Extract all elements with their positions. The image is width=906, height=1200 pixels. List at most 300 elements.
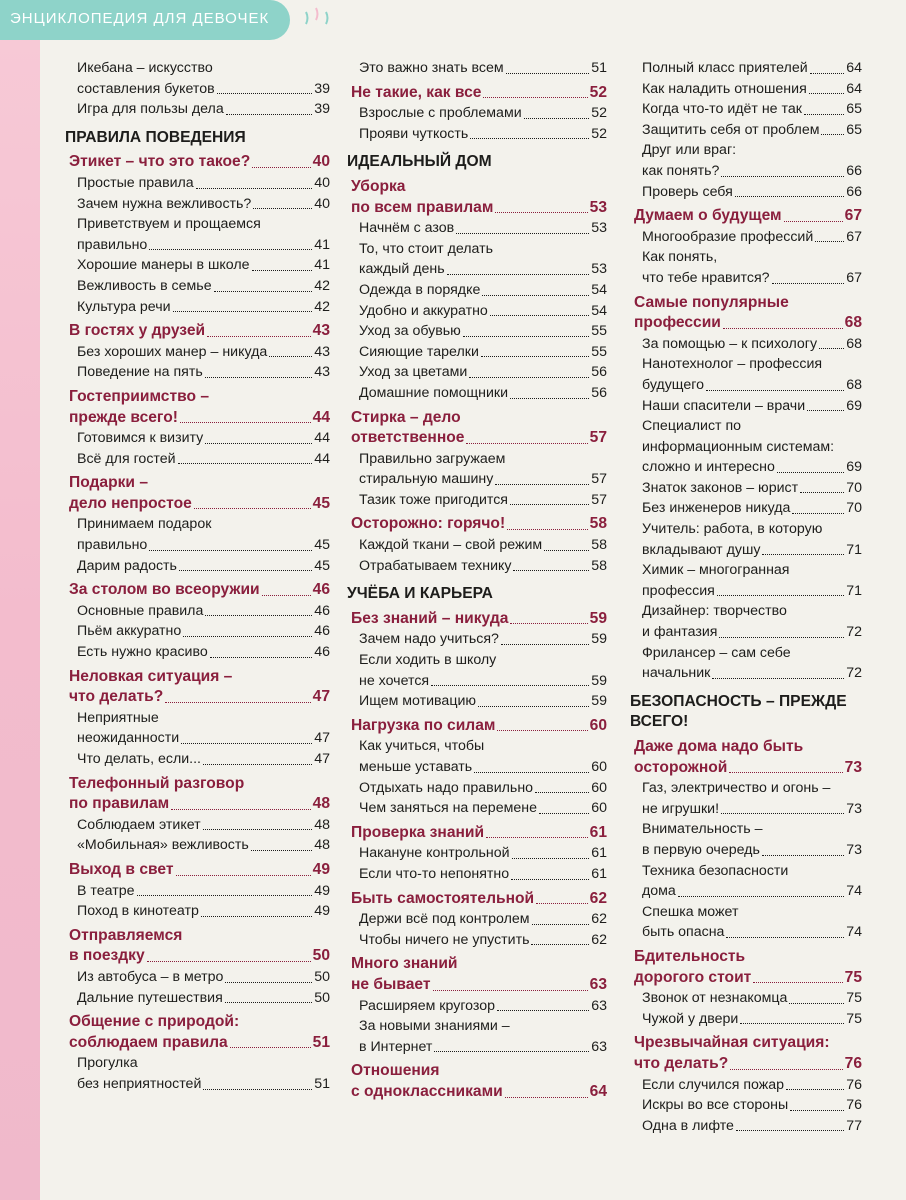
page-number: 74 bbox=[846, 883, 862, 900]
dot-leader bbox=[721, 813, 844, 814]
dot-leader bbox=[807, 410, 844, 411]
dot-leader bbox=[483, 97, 587, 98]
entry-title-line: Многообразие профессий bbox=[642, 228, 814, 245]
entry-title-line: как понять? bbox=[642, 162, 720, 179]
entry-title-line: Когда что-то идёт не так bbox=[642, 101, 802, 118]
entry-title-line: Чрезвычайная ситуация: bbox=[634, 1034, 830, 1052]
entry-title-line: Осторожно: горячо! bbox=[351, 515, 506, 533]
toc-entry bbox=[65, 362, 330, 383]
page-number: 54 bbox=[591, 302, 607, 319]
toc-entry bbox=[65, 881, 330, 902]
page-number: 43 bbox=[314, 364, 330, 381]
entry-title-line: Бдительность bbox=[634, 947, 746, 965]
dot-leader bbox=[678, 896, 844, 897]
entry-title-line: Есть нужно красиво bbox=[77, 644, 208, 661]
page-number: 46 bbox=[314, 644, 330, 661]
dot-leader bbox=[792, 513, 844, 514]
entry-title-line: Ищем мотивацию bbox=[359, 693, 477, 710]
page-number: 71 bbox=[846, 582, 862, 599]
page-number: 43 bbox=[314, 343, 330, 360]
entry-title-line: Полный класс приятелей bbox=[642, 60, 808, 76]
entry-title-line: Накануне контрольной bbox=[359, 845, 510, 862]
dot-leader bbox=[205, 615, 312, 616]
page-number: 50 bbox=[314, 989, 330, 1006]
page-number: 58 bbox=[589, 515, 607, 533]
dot-leader bbox=[201, 916, 312, 917]
dot-leader bbox=[490, 315, 589, 316]
dot-leader bbox=[203, 1089, 312, 1090]
page-number: 68 bbox=[846, 335, 862, 352]
page-number: 47 bbox=[314, 730, 330, 747]
toc-entry bbox=[65, 194, 330, 215]
chapter-entry bbox=[347, 889, 607, 910]
chapter-entry bbox=[65, 667, 330, 708]
page-number: 77 bbox=[846, 1117, 862, 1134]
entry-title-line: не бывает bbox=[351, 975, 431, 993]
dot-leader bbox=[205, 443, 312, 444]
dot-leader bbox=[486, 837, 588, 838]
dot-leader bbox=[804, 114, 844, 115]
page-number: 50 bbox=[314, 968, 330, 985]
dot-leader bbox=[810, 73, 845, 74]
section-heading bbox=[347, 152, 607, 173]
dot-leader bbox=[203, 764, 312, 765]
entry-title-line: Игра для пользы дела bbox=[77, 101, 224, 118]
entry-title-line: Даже дома надо быть bbox=[634, 738, 804, 755]
page-number: 57 bbox=[591, 491, 607, 508]
chapter-entry bbox=[630, 737, 862, 778]
toc-entry bbox=[347, 58, 607, 79]
entry-title-line: Техника безопасности bbox=[642, 862, 789, 879]
header-title: ЭНЦИКЛОПЕДИЯ ДЛЯ ДЕВОЧЕК bbox=[10, 10, 270, 27]
page-number: 74 bbox=[846, 924, 862, 941]
dot-leader bbox=[433, 990, 588, 991]
dot-leader bbox=[777, 472, 844, 473]
toc-entry bbox=[630, 1009, 862, 1030]
page-number: 54 bbox=[591, 281, 607, 298]
dot-leader bbox=[531, 944, 589, 945]
dot-leader bbox=[800, 492, 844, 493]
page-number: 70 bbox=[846, 500, 862, 517]
entry-title-line: меньше уставать bbox=[359, 759, 473, 775]
entry-title-line: Нагрузка по силам bbox=[351, 716, 496, 734]
dot-leader bbox=[510, 398, 589, 399]
entry-title-line: Этикет – что это такое? bbox=[69, 153, 251, 171]
page-number: 56 bbox=[591, 384, 607, 401]
toc-entry bbox=[347, 930, 607, 951]
entry-title-line: Без инженеров никуда bbox=[642, 500, 791, 517]
entry-title-line: Принимаем подарок bbox=[77, 516, 212, 533]
dot-leader bbox=[706, 390, 844, 391]
toc-entry bbox=[630, 120, 862, 141]
entry-title-line: составления букетов bbox=[77, 80, 215, 97]
toc-entry bbox=[630, 227, 862, 248]
page-number: 62 bbox=[589, 889, 607, 907]
entry-title-line: что делать? bbox=[69, 688, 164, 706]
toc-entry bbox=[65, 601, 330, 622]
page-number: 69 bbox=[846, 397, 862, 414]
chapter-entry bbox=[347, 609, 607, 630]
entry-title-line: Правильно загружаем bbox=[359, 450, 506, 467]
entry-title-line: Чем заняться на перемене bbox=[359, 800, 537, 817]
toc-entry bbox=[347, 301, 607, 322]
chapter-entry bbox=[630, 1033, 862, 1074]
page-number: 73 bbox=[846, 800, 862, 817]
page-number: 73 bbox=[844, 758, 862, 776]
entry-title-line: Если что-то непонятно bbox=[359, 865, 510, 882]
toc-column-1 bbox=[65, 58, 330, 1095]
dot-leader bbox=[532, 924, 590, 925]
entry-title-line: Чужой у двери bbox=[642, 1010, 739, 1027]
chapter-entry bbox=[65, 152, 330, 173]
dot-leader bbox=[226, 114, 313, 115]
toc-entry bbox=[630, 778, 862, 819]
dot-leader bbox=[469, 377, 589, 378]
entry-title-line: без неприятностей bbox=[77, 1075, 202, 1092]
entry-title-line: по правилам bbox=[69, 795, 170, 813]
section-heading bbox=[347, 584, 607, 605]
page-number: 76 bbox=[846, 1097, 862, 1114]
entry-title-line: Соблюдаем этикет bbox=[77, 816, 201, 833]
entry-title-line: дома bbox=[642, 883, 676, 900]
dot-leader bbox=[252, 167, 310, 168]
page-number: 39 bbox=[314, 101, 330, 118]
dot-leader bbox=[470, 138, 589, 139]
page-number: 47 bbox=[312, 688, 330, 706]
chapter-entry bbox=[65, 387, 330, 428]
entry-title-line: Спешка может bbox=[642, 903, 739, 920]
toc-entry bbox=[65, 449, 330, 470]
entry-title-line: информационным системам: bbox=[642, 438, 835, 455]
toc-entry bbox=[630, 416, 862, 478]
entry-title-line: Химик – многогранная bbox=[642, 562, 790, 579]
page-number: 49 bbox=[312, 860, 330, 878]
dot-leader bbox=[183, 636, 312, 637]
entry-title-line: не игрушки! bbox=[642, 800, 720, 817]
dot-leader bbox=[821, 134, 844, 135]
toc-entry bbox=[65, 514, 330, 555]
entry-title-line: Искры во все стороны bbox=[642, 1097, 789, 1114]
page-number: 61 bbox=[591, 845, 607, 862]
page-number: 45 bbox=[312, 494, 330, 512]
entry-title-line: Нанотехнолог – профессия bbox=[642, 356, 823, 373]
entry-title-line: ВСЕГО! bbox=[630, 713, 689, 731]
toc-entry bbox=[65, 967, 330, 988]
toc-entry bbox=[65, 901, 330, 922]
page-number: 53 bbox=[591, 261, 607, 278]
chapter-entry bbox=[630, 293, 862, 334]
entry-title-line: «Мобильная» вежливость bbox=[77, 837, 249, 854]
entry-title-line: ответственное bbox=[351, 429, 465, 447]
entry-title-line: начальник bbox=[642, 665, 711, 682]
entry-title-line: Каждой ткани – свой режим bbox=[359, 537, 543, 554]
entry-title-line: УЧЁБА И КАРЬЕРА bbox=[347, 585, 493, 603]
page-number: 61 bbox=[591, 865, 607, 882]
page-number: 63 bbox=[591, 997, 607, 1014]
entry-title-line: быть опасна bbox=[642, 924, 725, 941]
toc-entry bbox=[347, 362, 607, 383]
dot-leader bbox=[478, 706, 589, 707]
entry-title-line: Самые популярные bbox=[634, 293, 789, 311]
dot-leader bbox=[512, 858, 590, 859]
section-heading bbox=[630, 692, 862, 733]
dot-leader bbox=[181, 743, 312, 744]
entry-title-line: Как понять, bbox=[642, 249, 718, 266]
page-number: 58 bbox=[591, 537, 607, 554]
page-number: 68 bbox=[846, 376, 862, 393]
page-number: 44 bbox=[314, 450, 330, 467]
entry-title-line: ИДЕАЛЬНЫЙ ДОМ bbox=[347, 153, 492, 171]
entry-title-line: Из автобуса – в метро bbox=[77, 968, 224, 985]
dot-leader bbox=[719, 637, 844, 638]
dot-leader bbox=[784, 221, 843, 222]
page-number: 60 bbox=[591, 779, 607, 796]
page-number: 75 bbox=[846, 990, 862, 1007]
entry-title-line: Неприятные bbox=[77, 709, 159, 726]
entry-title-line: Дизайнер: творчество bbox=[642, 603, 787, 620]
toc-entry bbox=[630, 182, 862, 203]
toc-entry bbox=[630, 354, 862, 395]
entry-title-line: Уход за обувью bbox=[359, 323, 461, 340]
dot-leader bbox=[137, 895, 313, 896]
entry-title-line: не хочется bbox=[359, 672, 430, 689]
dot-leader bbox=[717, 595, 844, 596]
entry-title-line: Удобно и аккуратно bbox=[359, 302, 488, 319]
toc-entry bbox=[347, 103, 607, 124]
dot-leader bbox=[524, 118, 590, 119]
page-number: 49 bbox=[314, 882, 330, 899]
page-number: 62 bbox=[591, 931, 607, 948]
dot-leader bbox=[447, 274, 590, 275]
page-number: 67 bbox=[846, 269, 862, 286]
dot-leader bbox=[214, 291, 313, 292]
page-number: 51 bbox=[314, 1075, 330, 1092]
dot-leader bbox=[497, 1010, 589, 1011]
page-number: 56 bbox=[591, 364, 607, 381]
toc-entry bbox=[630, 99, 862, 120]
page-number: 39 bbox=[314, 80, 330, 97]
entry-title-line: В театре bbox=[77, 882, 135, 899]
page-number: 42 bbox=[314, 277, 330, 294]
dot-leader bbox=[789, 1003, 844, 1004]
toc-entry bbox=[347, 650, 607, 691]
page-number: 71 bbox=[846, 541, 862, 558]
entry-title-line: То, что стоит делать bbox=[359, 240, 494, 257]
entry-title-line: Дарим радость bbox=[77, 557, 177, 574]
toc-entry bbox=[347, 449, 607, 490]
page-number: 48 bbox=[314, 816, 330, 833]
pink-margin-stripe bbox=[0, 40, 40, 1200]
entry-title-line: Отправляемся bbox=[69, 926, 183, 944]
toc-entry bbox=[630, 643, 862, 684]
page-number: 61 bbox=[589, 823, 607, 841]
chapter-entry bbox=[630, 206, 862, 227]
chapter-entry bbox=[347, 1061, 607, 1102]
toc-entry bbox=[65, 99, 330, 120]
chapter-entry bbox=[65, 860, 330, 881]
page-number: 45 bbox=[314, 537, 330, 554]
toc-entry bbox=[347, 996, 607, 1017]
dot-leader bbox=[179, 570, 312, 571]
toc-entry bbox=[630, 58, 862, 79]
toc-entry bbox=[65, 749, 330, 770]
page-number: 59 bbox=[589, 609, 607, 627]
entry-title-line: Без знаний – никуда bbox=[351, 609, 509, 627]
chapter-entry bbox=[65, 473, 330, 514]
toc-entry bbox=[630, 560, 862, 601]
page-number: 57 bbox=[589, 429, 607, 447]
dot-leader bbox=[511, 879, 589, 880]
page-number: 68 bbox=[844, 314, 862, 332]
dot-leader bbox=[217, 93, 313, 94]
entry-title-line: Внимательность – bbox=[642, 821, 763, 838]
toc-entry bbox=[630, 519, 862, 560]
entry-title-line: вкладывают душу bbox=[642, 541, 761, 558]
entry-title-line: Прояви чуткость bbox=[359, 125, 469, 142]
entry-title-line: Всё для гостей bbox=[77, 450, 176, 467]
dot-leader bbox=[178, 463, 313, 464]
entry-title-line: Уход за цветами bbox=[359, 364, 468, 381]
page-number: 59 bbox=[591, 672, 607, 689]
toc-entry bbox=[347, 1016, 607, 1057]
page-number: 62 bbox=[591, 911, 607, 928]
entry-title-line: дело непростое bbox=[69, 494, 192, 512]
page-number: 53 bbox=[589, 198, 607, 216]
entry-title-line: в поездку bbox=[69, 947, 145, 965]
dot-leader bbox=[225, 1002, 312, 1003]
page-number: 72 bbox=[846, 624, 862, 641]
toc-entry bbox=[630, 396, 862, 417]
page-number: 41 bbox=[314, 257, 330, 274]
toc-entry bbox=[65, 556, 330, 577]
dot-leader bbox=[466, 443, 587, 444]
entry-title-line: дорогого стоит bbox=[634, 968, 752, 986]
entry-title-line: Без хороших манер – никуда bbox=[77, 343, 268, 360]
entry-title-line: соблюдаем правила bbox=[69, 1033, 228, 1051]
page-number: 52 bbox=[591, 125, 607, 142]
toc-entry bbox=[347, 629, 607, 650]
dot-leader bbox=[726, 937, 844, 938]
page-number: 48 bbox=[312, 795, 330, 813]
toc-entry bbox=[65, 815, 330, 836]
toc-entry bbox=[347, 864, 607, 885]
dot-leader bbox=[730, 1069, 842, 1070]
entry-title-line: Икебана – искусство bbox=[77, 60, 213, 76]
decorative-squiggles-icon bbox=[300, 4, 340, 34]
dot-leader bbox=[507, 529, 588, 530]
dot-leader bbox=[165, 702, 310, 703]
entry-title-line: За столом во всеоружии bbox=[69, 581, 260, 599]
page-number: 49 bbox=[314, 903, 330, 920]
entry-title-line: стиральную машину bbox=[359, 471, 494, 488]
entry-title-line: Это важно знать всем bbox=[359, 60, 504, 76]
toc-entry bbox=[630, 1075, 862, 1096]
entry-title-line: Культура речи bbox=[77, 298, 171, 315]
entry-title-line: Прогулка bbox=[77, 1055, 138, 1072]
dot-leader bbox=[434, 1051, 589, 1052]
entry-title-line: Наши спасители – врачи bbox=[642, 397, 806, 414]
dot-leader bbox=[149, 249, 312, 250]
entry-title-line: Основные правила bbox=[77, 602, 204, 619]
page-number: 76 bbox=[844, 1054, 862, 1072]
entry-title-line: Общение с природой: bbox=[69, 1013, 240, 1031]
entry-title-line: Выход в свет bbox=[69, 860, 174, 878]
dot-leader bbox=[173, 311, 313, 312]
entry-title-line: Сияющие тарелки bbox=[359, 343, 479, 360]
entry-title-line: Много знаний bbox=[351, 955, 458, 973]
dot-leader bbox=[536, 903, 588, 904]
dot-leader bbox=[176, 875, 311, 876]
entry-title-line: Отрабатываем технику bbox=[359, 557, 512, 574]
page-number: 47 bbox=[314, 751, 330, 767]
chapter-entry bbox=[347, 83, 607, 104]
entry-title-line: прежде всего! bbox=[69, 408, 178, 426]
entry-title-line: сложно и интересно bbox=[642, 459, 775, 476]
dot-leader bbox=[513, 570, 589, 571]
dot-leader bbox=[809, 93, 844, 94]
dot-leader bbox=[535, 792, 589, 793]
entry-title-line: правильно bbox=[77, 537, 148, 554]
entry-title-line: Простые правила bbox=[77, 174, 194, 191]
chapter-entry bbox=[347, 954, 607, 995]
dot-leader bbox=[251, 850, 312, 851]
entry-title-line: Быть самостоятельной bbox=[351, 889, 535, 907]
entry-title-line: Поведение на пять bbox=[77, 364, 203, 381]
page-number: 58 bbox=[591, 557, 607, 574]
entry-title-line: Неловкая ситуация – bbox=[69, 667, 233, 685]
chapter-entry bbox=[65, 926, 330, 967]
toc-entry bbox=[65, 621, 330, 642]
entry-title-line: Поход в кинотеатр bbox=[77, 903, 199, 920]
entry-title-line: Подарки – bbox=[69, 474, 149, 492]
toc-entry bbox=[347, 218, 607, 239]
page-number: 65 bbox=[846, 101, 862, 118]
dot-leader bbox=[203, 829, 313, 830]
entry-title-line: ПРАВИЛА ПОВЕДЕНИЯ bbox=[65, 128, 246, 146]
page-number: 40 bbox=[314, 195, 330, 212]
toc-entry bbox=[65, 173, 330, 194]
toc-entry bbox=[630, 140, 862, 181]
chapter-entry bbox=[65, 1012, 330, 1053]
page-number: 63 bbox=[591, 1038, 607, 1055]
entry-title-line: Специалист по bbox=[642, 418, 742, 435]
entry-title-line: Пьём аккуратно bbox=[77, 623, 182, 640]
dot-leader bbox=[736, 1130, 844, 1131]
toc-entry bbox=[65, 297, 330, 318]
page-number: 52 bbox=[589, 83, 607, 101]
dot-leader bbox=[762, 855, 844, 856]
dot-leader bbox=[180, 422, 311, 423]
entry-title-line: За новыми знаниями – bbox=[359, 1018, 510, 1035]
entry-title-line: Защитить себя от проблем bbox=[642, 121, 820, 138]
page-number: 73 bbox=[846, 841, 862, 858]
page-number: 52 bbox=[591, 105, 607, 122]
toc-entry bbox=[65, 214, 330, 255]
dot-leader bbox=[171, 809, 310, 810]
page-number: 46 bbox=[314, 602, 330, 619]
toc-entry bbox=[630, 1116, 862, 1137]
page-number: 51 bbox=[312, 1033, 330, 1051]
entry-title-line: Хорошие манеры в школе bbox=[77, 257, 250, 274]
entry-title-line: Знаток законов – юрист bbox=[642, 479, 799, 496]
dot-leader bbox=[735, 196, 844, 197]
page-number: 60 bbox=[591, 800, 607, 817]
toc-entry bbox=[65, 988, 330, 1009]
page-number: 43 bbox=[312, 322, 330, 340]
dot-leader bbox=[474, 772, 589, 773]
page-number: 59 bbox=[591, 631, 607, 648]
toc-entry bbox=[347, 909, 607, 930]
